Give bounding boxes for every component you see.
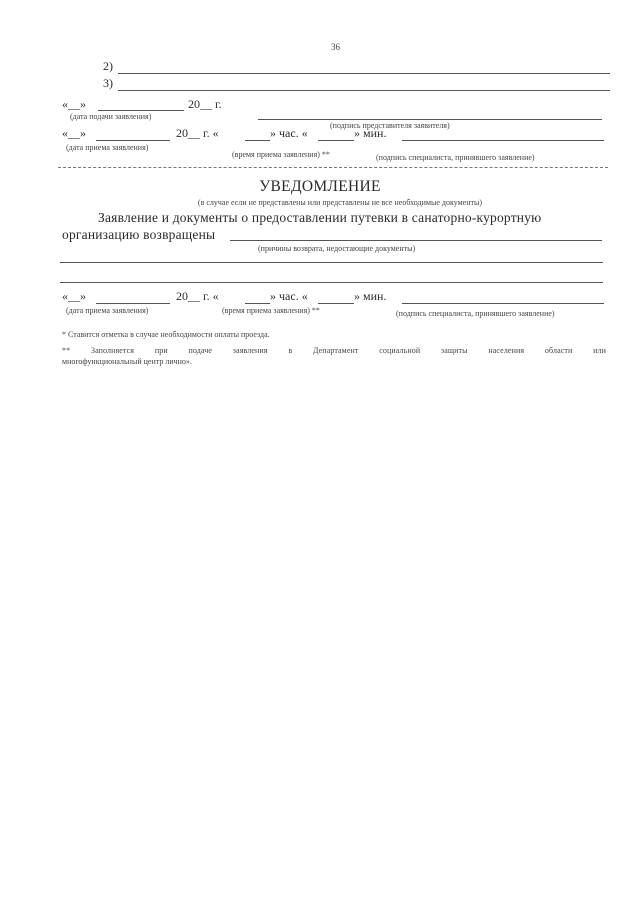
notice-text-line2: организацию возвращены [62,227,216,242]
notice-reason-extra-line-1 [60,262,603,263]
return-reception-signature-caption: (подпись специалиста, принявшего заявление) [396,309,555,318]
notice-reason-line [230,240,602,241]
list-item-2-number: 2) [103,59,113,73]
return-reception-day: «__» [62,289,86,303]
return-reception-date-caption: (дата приема заявления) [66,306,149,315]
reception-date-caption: (дата приема заявления) [66,143,149,152]
submission-signature-caption: (подпись представителя заявителя) [330,121,450,130]
footnote-2-line-1: ** Заполняется при подаче заявления в Департамент социальной защиты населения области или [62,346,606,355]
return-reception-min: » мин. [354,289,387,303]
reception-hour: » час. « [270,126,308,140]
return-reception-min-line [318,303,354,304]
list-item-3-line [118,90,610,91]
separator-line [58,167,608,168]
reception-signature-line [402,140,604,141]
notice-text-line1: Заявление и документы о предоставлении путевки в санаторно-курортную [98,210,542,225]
notice-title: УВЕДОМЛЕНИЕ [259,178,381,195]
submission-year: 20__ г. [188,97,222,111]
return-reception-hour-line [245,303,270,304]
submission-date-caption: (дата подачи заявления) [70,112,152,121]
reception-hour-line [245,140,270,141]
return-reception-hour: » час. « [270,289,308,303]
page-number: 36 [331,42,340,52]
return-reception-time-caption: (время приема заявления) ** [222,306,320,315]
return-reception-month-line [96,303,170,304]
footnote-2-line-2: многофункциональный центр лично». [62,357,192,366]
notice-reason-caption: (причины возврата, недостающие документы) [258,244,416,253]
reception-day: «__» [62,126,86,140]
reception-min: » мин. [354,126,387,140]
reception-time-caption: (время приема заявления) ** [232,150,330,159]
reception-min-line [318,140,354,141]
list-item-2-line [118,73,610,74]
submission-day: «__» [62,97,86,111]
return-reception-year: 20__ г. « [176,289,219,303]
reception-year: 20__ г. « [176,126,219,140]
submission-signature-line [258,119,602,120]
footnote-1: * Ставится отметка в случае необходимости оплаты проезда. [62,330,270,339]
return-reception-signature-line [402,303,604,304]
notice-reason-extra-line-2 [60,282,603,283]
reception-month-line [96,140,170,141]
submission-month-line [98,110,184,111]
reception-signature-caption: (подпись специалиста, принявшего заявление) [376,153,535,162]
list-item-3-number: 3) [103,76,113,90]
notice-subtitle: (в случае если не представлены или представлены не все необходимые документы) [197,198,483,207]
